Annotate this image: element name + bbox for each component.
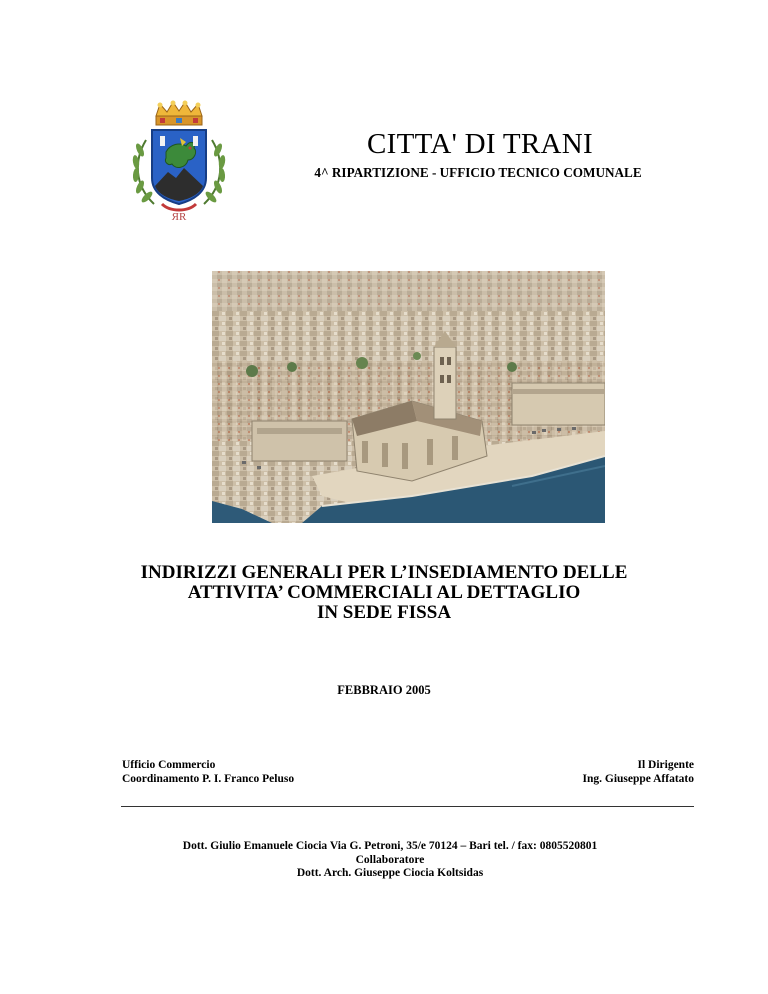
signature-right-role: Il Dirigente <box>637 759 694 771</box>
document-date: FEBBRAIO 2005 <box>337 683 431 697</box>
city-title: CITTA' DI TRANI <box>367 128 593 160</box>
divider <box>121 806 694 807</box>
document-title-line: ATTIVITA’ COMMERCIALI AL DETTAGLIO <box>187 582 581 603</box>
document-title <box>84 563 684 623</box>
signature-left <box>122 758 422 786</box>
svg-text:ЯR: ЯR <box>171 211 187 223</box>
laurel-right-icon <box>204 140 226 204</box>
footer-collaborator: Dott. Arch. Giuseppe Ciocia Koltsidas <box>296 867 484 879</box>
footer-credits <box>100 840 680 881</box>
footer-role: Collaboratore <box>355 853 425 866</box>
signature-right <box>424 758 694 786</box>
ribbon-icon <box>162 204 196 223</box>
coat-of-arms-icon <box>124 100 234 224</box>
signature-left-name: Coordinamento P. I. Franco Peluso <box>122 773 295 785</box>
laurel-left-icon <box>132 140 154 204</box>
crown-icon <box>156 101 202 126</box>
department-subtitle: 4^ RIPARTIZIONE - UFFICIO TECNICO COMUNALE <box>314 165 642 180</box>
document-title-line: INDIRIZZI GENERALI PER L’INSEDIAMENTO DELLE <box>140 562 628 583</box>
aerial-city-photo <box>212 271 605 523</box>
signature-right-name: Ing. Giuseppe Affatato <box>582 773 694 785</box>
signature-left-office: Ufficio Commercio <box>122 759 216 771</box>
document-title-line: IN SEDE FISSA <box>316 602 452 623</box>
footer-contact: Dott. Giulio Emanuele Ciocia Via G. Petroni, 35/e 70124 – Bari tel. / fax: 0805520801 <box>182 840 598 852</box>
